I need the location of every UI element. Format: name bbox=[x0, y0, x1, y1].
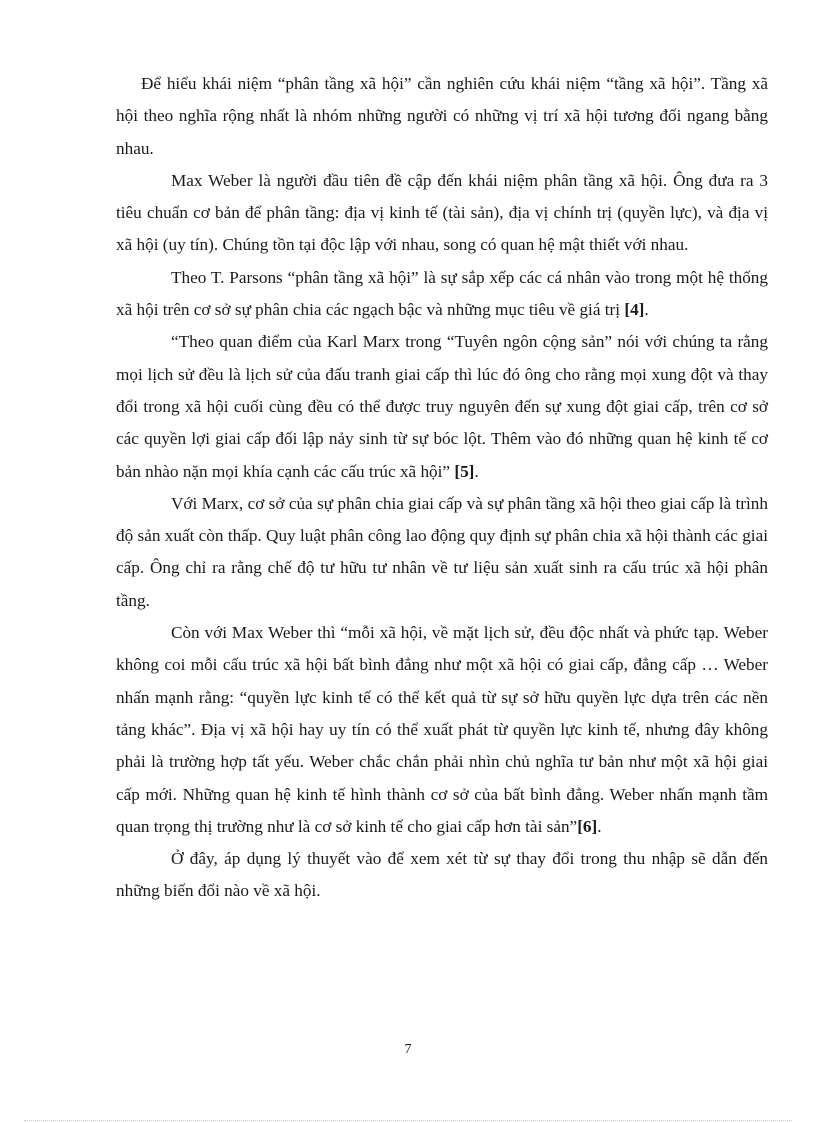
paragraph-5 bbox=[116, 488, 768, 617]
citation-reference: [6] bbox=[577, 816, 598, 836]
paragraph-text: Theo T. Parsons “phân tầng xã hội” là sự sắp xếp các cá nhân vào trong một hệ thống xã hội trên cơ sở sự phân chia các ngạch bậc và những mục tiêu về giá trị bbox=[116, 267, 768, 320]
paragraph-4 bbox=[116, 326, 768, 487]
body-text bbox=[116, 68, 768, 908]
paragraph-1 bbox=[116, 68, 768, 165]
paragraph-end: . bbox=[644, 300, 649, 320]
paragraph-end: . bbox=[597, 816, 602, 836]
paragraph-6 bbox=[116, 617, 768, 843]
paragraph-text: Còn với Max Weber thì “mỗi xã hội, về mặt lịch sử, đều độc nhất và phức tạp. Weber không coi mỗi cấu trúc xã hội bất bình đẳng như một xã hội có giai cấp, đẳng cấp … Weber nhấn mạnh rằng: “quyền lực kinh tế có thể kết quả từ sự sở hữu quyền lực dựa trên các nền tảng khác”. Địa vị xã hội hay uy tín có thể xuất phát từ quyền lực kinh tế, nhưng đây không phải là trường hợp tất yếu. Weber chắc chắn phải nhìn chủ nghĩa tư bản như một xã hội giai cấp mới. Những quan hệ kinh tế hình thành cơ sở của bất bình đẳng. Weber nhấn mạnh tầm quan trọng thị trường như là cơ sở kinh tế cho giai cấp hơn tài sản” bbox=[116, 623, 768, 836]
paragraph-text: Với Marx, cơ sở của sự phân chia giai cấp và sự phân tầng xã hội theo giai cấp là trình độ sản xuất còn thấp. Quy luật phân công lao động quy định sự phân chia xã hội thành các giai cấp. Ông chỉ ra rằng chế độ tư hữu tư nhân về tư liệu sản xuất sinh ra cấu trúc xã hội phân tầng. bbox=[116, 493, 768, 610]
page-bottom-divider bbox=[24, 1120, 792, 1121]
page-number: 7 bbox=[404, 1042, 412, 1057]
paragraph-3 bbox=[116, 262, 768, 327]
citation-reference: [4] bbox=[624, 300, 645, 320]
paragraph-2 bbox=[116, 165, 768, 262]
citation-reference: [5] bbox=[454, 461, 475, 481]
paragraph-text: “Theo quan điểm của Karl Marx trong “Tuyên ngôn cộng sản” nói với chúng ta rằng mọi lịch sử đều là lịch sử của đấu tranh giai cấp thì lúc đó ông cho rằng mọi xung đột và thay đổi trong xã hội cuối cùng đều có thể được truy nguyên đến sự xung đột giai cấp, trên cơ sở các quyền lợi giai cấp đối lập nảy sinh từ sự bóc lột. Thêm vào đó những quan hệ kinh tế cơ bản nhào nặn mọi khía cạnh các cấu trúc xã hội” bbox=[116, 332, 768, 481]
paragraph-7 bbox=[116, 843, 768, 908]
paragraph-end: . bbox=[474, 461, 479, 481]
paragraph-text: Ở đây, áp dụng lý thuyết vào để xem xét từ sự thay đổi trong thu nhập sẽ dẫn đến những biến đổi nào về xã hội. bbox=[116, 849, 768, 901]
paragraph-text: Max Weber là người đầu tiên đề cập đến khái niệm phân tầng xã hội. Ông đưa ra 3 tiêu chuẩn cơ bản để phân tầng: địa vị kinh tế (tài sản), địa vị chính trị (quyền lực), và địa vị xã hội (uy tín). Chúng tồn tại độc lập với nhau, song có quan hệ mật thiết với nhau. bbox=[116, 170, 768, 255]
paragraph-text: Để hiểu khái niệm “phân tầng xã hội” cần nghiên cứu khái niệm “tầng xã hội”. Tầng xã hội theo nghĩa rộng nhất là nhóm những người có những vị trí xã hội tương đối ngang bằng nhau. bbox=[116, 74, 768, 158]
